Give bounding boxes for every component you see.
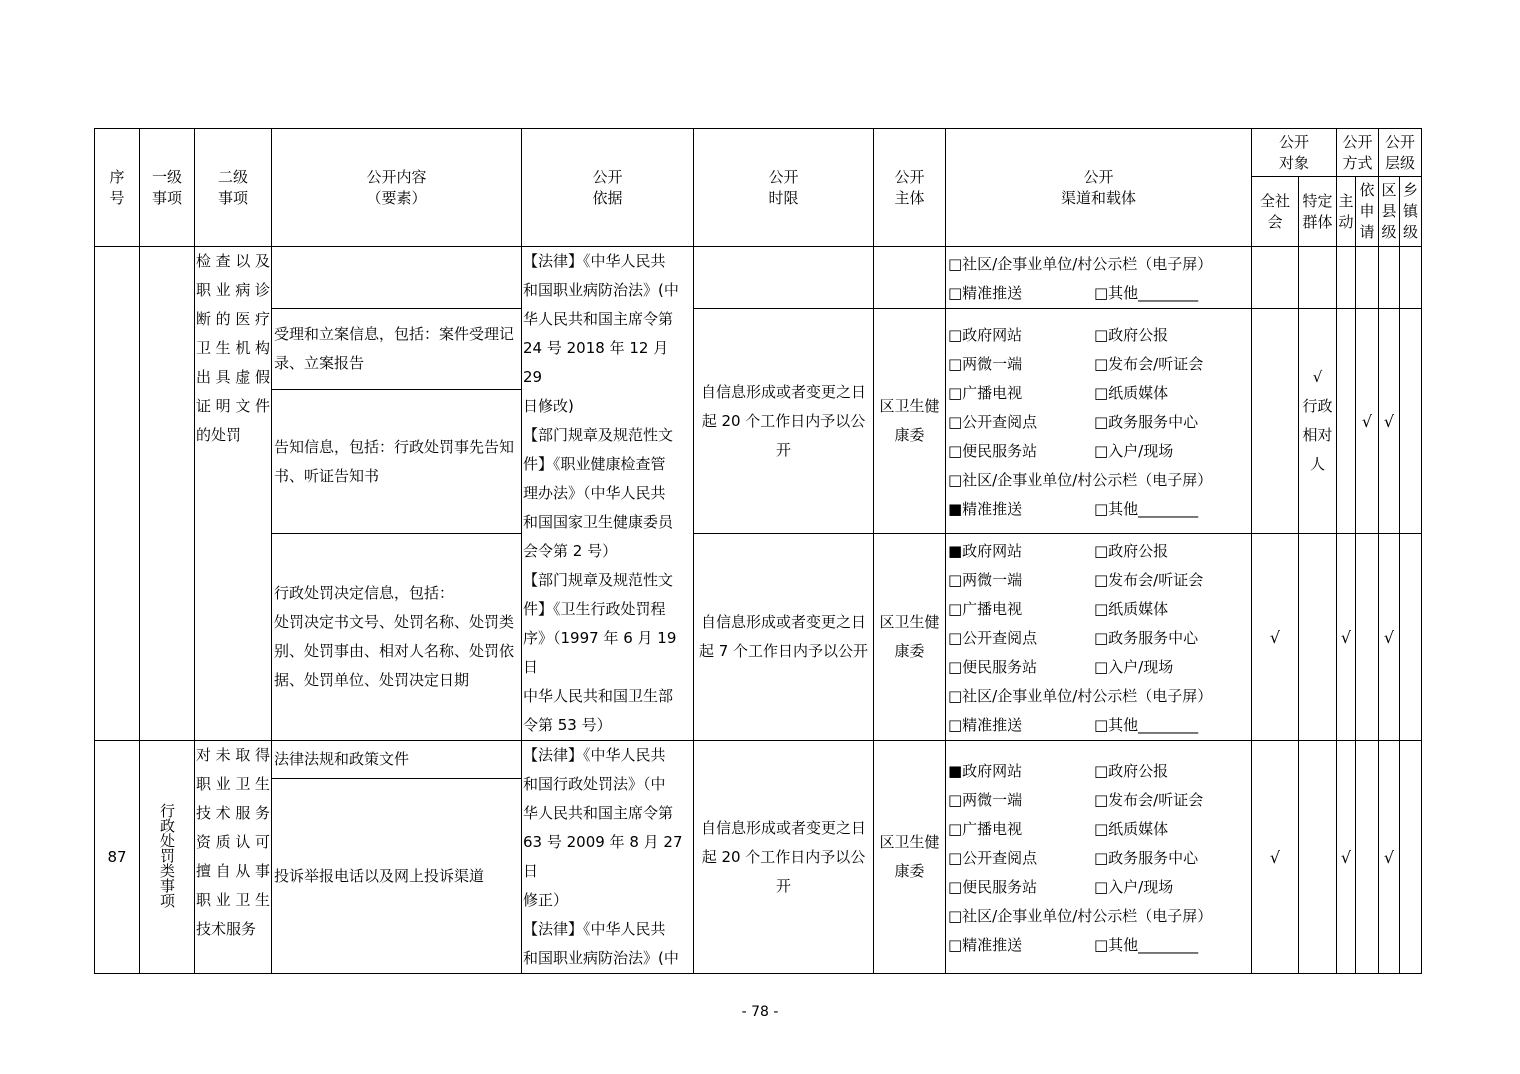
block1-row-d-channels: ■政府网站 □政府公报 □两微一端 □发布会/听证会 □广播电视 □纸质媒体 □公开查阅点 □政务服务中心 □便民服务站 □入户/现场 □社区/企事业单位/村公示栏（电子屏） □精准推送 □其他________	[946, 534, 1252, 741]
header-target-all: 全社 会	[1252, 177, 1299, 247]
header-method-apply: 依 申 请	[1356, 177, 1379, 247]
block1-level1	[140, 247, 195, 741]
header-target: 公开 对象	[1252, 129, 1337, 177]
block1-rows-bc-channels: □政府网站 □政府公报 □两微一端 □发布会/听证会 □广播电视 □纸质媒体 □公开查阅点 □政务服务中心 □便民服务站 □入户/现场 □社区/企事业单位/村公示栏（电子屏） ■精准推送 □其他________	[946, 309, 1252, 534]
header-level: 公开 层级	[1379, 129, 1422, 177]
block2-row-b-content: 投诉举报电话以及网上投诉渠道	[272, 779, 522, 974]
block1-row-a-content	[272, 247, 522, 309]
block1-rows-bc-subject: 区卫生健康委	[874, 309, 946, 534]
disclosure-table	[94, 128, 1422, 974]
block2-seq: 87	[95, 741, 140, 974]
block2-subject: 区卫生健康委	[874, 741, 946, 974]
header-limit: 公开 时限	[694, 129, 874, 247]
header-channel: 公开 渠道和载体	[946, 129, 1252, 247]
block2-method-active-check: √	[1337, 741, 1356, 974]
header-basis: 公开 依据	[522, 129, 694, 247]
header-level-district: 区 县 级	[1379, 177, 1400, 247]
block1-row-d-level-district-check: √	[1379, 534, 1400, 741]
block1-row-d-limit: 自信息形成或者变更之日起 7 个工作日内予以公开	[694, 534, 874, 741]
block1-level2: 检查以及职业病诊断的医疗卫生机构出具虚假证明文件的处罚	[195, 247, 272, 741]
block1-row-a-subject	[874, 247, 946, 309]
block1-row-d-method-active-check: √	[1337, 534, 1356, 741]
block1-row-a-channels: □社区/企事业单位/村公示栏（电子屏） □精准推送 □其他________	[946, 247, 1252, 309]
block1-row-d-target-all-check: √	[1252, 534, 1299, 741]
block2-channels: ■政府网站 □政府公报 □两微一端 □发布会/听证会 □广播电视 □纸质媒体 □公开查阅点 □政务服务中心 □便民服务站 □入户/现场 □社区/企事业单位/村公示栏（电子屏） □精准推送 □其他________	[946, 741, 1252, 974]
block2-level-district-check: √	[1379, 741, 1400, 974]
block2-target-all-check: √	[1252, 741, 1299, 974]
header-target-specific: 特定 群体	[1299, 177, 1337, 247]
block1-row-c-content: 告知信息，包括：行政处罚事先告知书、听证告知书	[272, 390, 522, 534]
block1-row-b-content: 受理和立案信息，包括：案件受理记录、立案报告	[272, 309, 522, 390]
block1-basis: 【法律】《中华人民共 和国职业病防治法》(中 华人民共和国主席令第 24 号 2018 年 12 月 29 日修改) 【部门规章及规范性文 件】《职业健康检查管 理办法》（中华人民共 和国国家卫生健康委员 会令第 2 号） 【部门规章及规范性文 件】《卫生行政处罚程 序》（1997 年 6 月 19 日 中华人民共和国卫生部 令第 53 号）	[522, 247, 694, 741]
block1-method-apply-check: √	[1356, 309, 1379, 534]
block2-level1: 行政处罚类事项	[140, 741, 195, 974]
header-level2: 二级 事项	[195, 129, 272, 247]
header-subject: 公开 主体	[874, 129, 946, 247]
block1-row-d-content: 行政处罚决定信息，包括： 处罚决定书文号、处罚名称、处罚类别、处罚事由、相对人名称、处罚依据、处罚单位、处罚决定日期	[272, 534, 522, 741]
header-level-town: 乡 镇 级	[1400, 177, 1422, 247]
block1-rows-bc-limit: 自信息形成或者变更之日起 20 个工作日内予以公开	[694, 309, 874, 534]
header-method-active: 主 动	[1337, 177, 1356, 247]
header-seq: 序 号	[95, 129, 140, 247]
block1-row-d-subject: 区卫生健康委	[874, 534, 946, 741]
block2-limit: 自信息形成或者变更之日起 20 个工作日内予以公开	[694, 741, 874, 974]
header-level1: 一级 事项	[140, 129, 195, 247]
block1-level-district-check: √	[1379, 309, 1400, 534]
header-method: 公开 方式	[1337, 129, 1379, 177]
block1-row-a-limit	[694, 247, 874, 309]
block1-target-specific: √ 行政 相对 人	[1299, 309, 1337, 534]
block1-seq	[95, 247, 140, 741]
block2-basis: 【法律】《中华人民共 和国行政处罚法》（中 华人民共和国主席令第 63 号 2009 年 8 月 27 日 修正） 【法律】《中华人民共 和国职业病防治法》(中	[522, 741, 694, 974]
block2-level2: 对未取得职业卫生技术服务资质认可擅自从事职业卫生技术服务	[195, 741, 272, 974]
block2-row-a-content: 法律法规和政策文件	[272, 741, 522, 779]
header-content: 公开内容 （要素）	[272, 129, 522, 247]
page-number: - 78 -	[741, 1004, 779, 1020]
